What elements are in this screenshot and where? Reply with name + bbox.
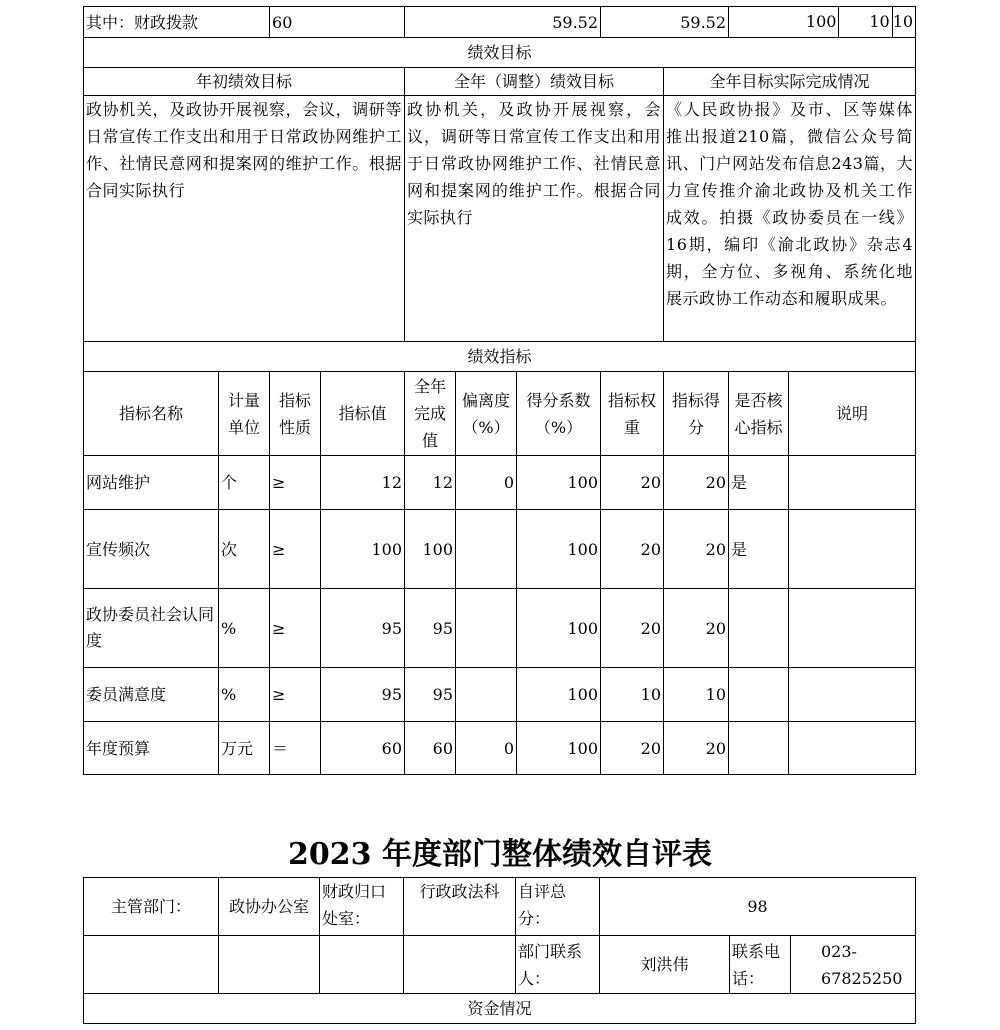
row-nature: ≥ <box>270 668 321 722</box>
row-note <box>789 722 916 775</box>
funding-value-4: 100 <box>729 7 839 37</box>
goals-initial-text: 政协机关，及政协开展视察，会议，调研等日常宣传工作支出和用于日常政协网维护工作、社情民意网和提案网的维护工作。根据合同实际执行 <box>84 96 405 342</box>
funding-label: 其中：财政拨款 <box>84 7 270 38</box>
row-nature: ≥ <box>270 589 321 668</box>
contact-label: 部门联系人： <box>516 936 600 994</box>
row-note <box>789 589 916 668</box>
header-coefficient: 得分系数 （%） <box>517 372 601 456</box>
row-name: 网站维护 <box>84 456 219 510</box>
indicators-header-row <box>84 372 916 456</box>
row-name: 委员满意度 <box>84 668 219 722</box>
row-unit: % <box>219 589 270 668</box>
row-score: 20 <box>664 589 729 668</box>
row-nature: ≥ <box>270 510 321 589</box>
row-done: 95 <box>405 668 456 722</box>
row-deviation <box>456 589 517 668</box>
performance-table <box>83 6 916 775</box>
row-weight: 20 <box>601 589 664 668</box>
table-row <box>84 510 916 589</box>
dept-label: 主管部门： <box>84 878 219 936</box>
table-row <box>84 456 916 510</box>
row-weight: 20 <box>601 510 664 589</box>
row-deviation: 0 <box>456 722 517 775</box>
row-name: 政协委员社会认同度 <box>84 589 219 668</box>
page-title: 2023 年度部门整体绩效自评表 <box>288 837 712 872</box>
row-weight: 20 <box>601 456 664 510</box>
row-note <box>789 510 916 589</box>
funding-value-2: 59.52 <box>405 7 601 38</box>
finance-label: 财政归口处室： <box>320 878 404 936</box>
row-done: 60 <box>405 722 456 775</box>
header-unit: 计量 单位 <box>219 372 270 456</box>
row-weight: 10 <box>601 668 664 722</box>
goals-actual-text: 《人民政协报》及市、区等媒体推出报道210篇，微信公众号简讯、门户网站发布信息243篇，大力宣传推介渝北政协及机关工作成效。拍摄《政协委员在一线》16期，编印《渝北政协》杂志4期，全方位、多视角、系统化地展示政协工作动态和履职成果。 <box>664 96 916 342</box>
header-score: 指标得 分 <box>664 372 729 456</box>
row-name: 年度预算 <box>84 722 219 775</box>
empty-cell <box>404 936 516 994</box>
indicators-section-title: 绩效指标 <box>84 342 916 372</box>
row-target: 95 <box>321 589 405 668</box>
row-done: 95 <box>405 589 456 668</box>
table-row <box>84 589 916 668</box>
row-target: 60 <box>321 722 405 775</box>
empty-cell <box>320 936 404 994</box>
row-done: 100 <box>405 510 456 589</box>
row-target: 12 <box>321 456 405 510</box>
row-unit: 万元 <box>219 722 270 775</box>
funding-values-4-6 <box>729 7 916 38</box>
table-row <box>84 668 916 722</box>
department-form <box>83 877 916 1024</box>
row-deviation <box>456 668 517 722</box>
row-nature: ≥ <box>270 456 321 510</box>
empty-cell <box>219 936 320 994</box>
finance-value: 行政政法科 <box>404 878 516 936</box>
goals-adjusted-text: 政协机关，及政协开展视察，会议，调研等日常宣传工作支出和用于日常政协网维护工作、社情民意网和提案网的维护工作。根据合同实际执行 <box>405 96 664 342</box>
row-score: 20 <box>664 510 729 589</box>
funds-section-title: 资金情况 <box>84 994 916 1024</box>
funding-value-1: 60 <box>270 7 405 38</box>
row-weight: 20 <box>601 722 664 775</box>
phone-value: 023-67825250 <box>791 936 916 994</box>
row-note <box>789 668 916 722</box>
row-coefficient: 100 <box>517 510 601 589</box>
row-core: 是 <box>729 456 789 510</box>
header-core: 是否核 心指标 <box>729 372 789 456</box>
row-target: 100 <box>321 510 405 589</box>
funding-row <box>84 7 916 38</box>
row-done: 12 <box>405 456 456 510</box>
goals-section-title: 绩效目标 <box>84 38 916 68</box>
goals-actual-header: 全年目标实际完成情况 <box>664 68 916 96</box>
row-target: 95 <box>321 668 405 722</box>
row-coefficient: 100 <box>517 589 601 668</box>
header-note: 说明 <box>789 372 916 456</box>
header-done: 全年 完成 值 <box>405 372 456 456</box>
header-weight: 指标权 重 <box>601 372 664 456</box>
row-unit: 个 <box>219 456 270 510</box>
funding-value-5: 10 <box>839 7 892 37</box>
row-name: 宣传频次 <box>84 510 219 589</box>
funding-value-3: 59.52 <box>601 7 729 38</box>
header-target: 指标值 <box>321 372 405 456</box>
dept-value: 政协办公室 <box>219 878 320 936</box>
row-core: 是 <box>729 510 789 589</box>
goals-initial-header: 年初绩效目标 <box>84 68 405 96</box>
row-note <box>789 456 916 510</box>
header-deviation: 偏离度 （%） <box>456 372 517 456</box>
row-score: 20 <box>664 722 729 775</box>
row-core <box>729 668 789 722</box>
row-coefficient: 100 <box>517 456 601 510</box>
header-nature: 指标 性质 <box>270 372 321 456</box>
row-core <box>729 722 789 775</box>
row-unit: 次 <box>219 510 270 589</box>
row-nature: ＝ <box>270 722 321 775</box>
score-label: 自评总分： <box>516 878 600 936</box>
contact-value: 刘洪伟 <box>600 936 730 994</box>
phone-label: 联系电话： <box>730 936 791 994</box>
row-coefficient: 100 <box>517 722 601 775</box>
goals-adjusted-header: 全年（调整）绩效目标 <box>405 68 664 96</box>
empty-cell <box>84 936 219 994</box>
row-deviation <box>456 510 517 589</box>
row-deviation: 0 <box>456 456 517 510</box>
row-score: 10 <box>664 668 729 722</box>
row-unit: % <box>219 668 270 722</box>
row-score: 20 <box>664 456 729 510</box>
score-value: 98 <box>600 878 916 936</box>
header-name: 指标名称 <box>84 372 219 456</box>
row-core <box>729 589 789 668</box>
row-coefficient: 100 <box>517 668 601 722</box>
table-row <box>84 722 916 775</box>
funding-value-6: 10 <box>892 12 914 31</box>
